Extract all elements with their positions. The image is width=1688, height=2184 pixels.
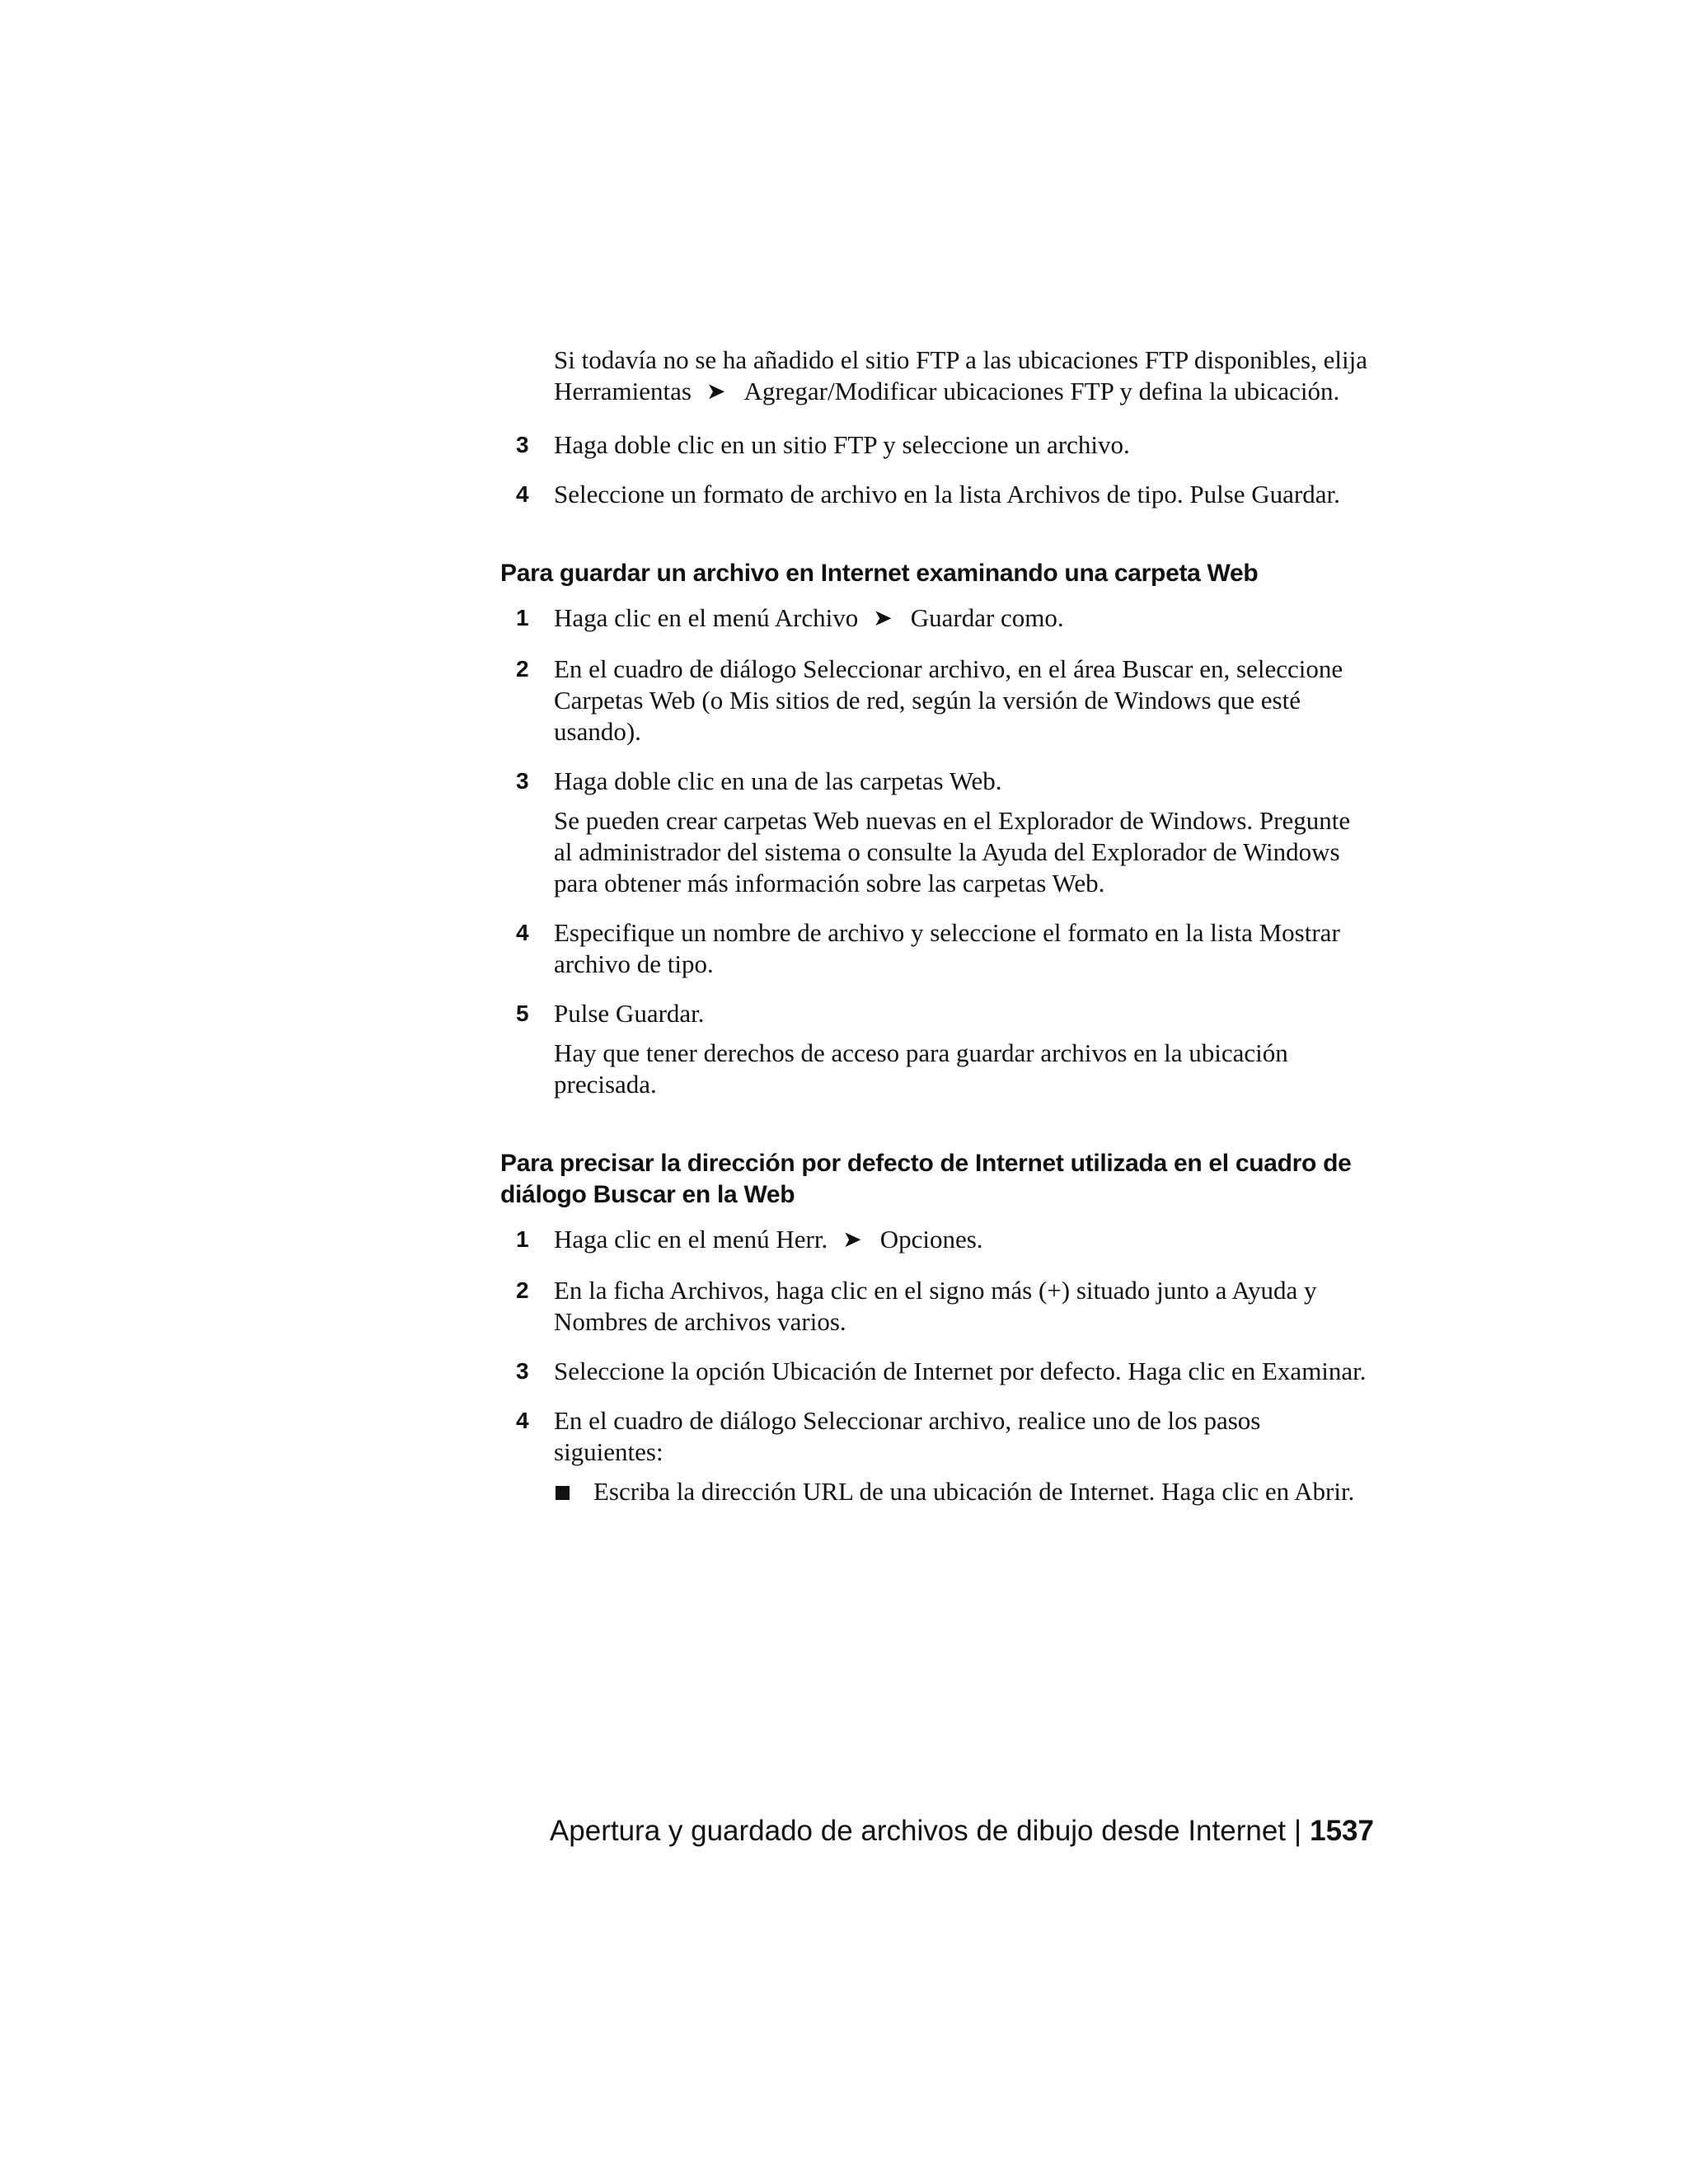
section2-step-1 [516, 1224, 1374, 1257]
section1-step-5 [516, 998, 1374, 1100]
square-bullet-icon [556, 1486, 570, 1500]
step-text-a: Haga clic en el menú Archivo [554, 603, 859, 632]
step-number: 1 [516, 1226, 529, 1252]
step-number: 4 [516, 1408, 529, 1433]
arrow-icon: ➤ [873, 606, 893, 631]
bullet-text: Escriba la dirección URL de una ubicación de Internet. Haga clic en Abrir. [593, 1477, 1355, 1506]
arrow-icon: ➤ [842, 1227, 862, 1253]
bullet-item [593, 1476, 1374, 1507]
step-number: 2 [516, 1277, 529, 1303]
step-note: Se pueden crear carpetas Web nuevas en el Explorador de Windows. Pregunte al administrador del sistema o consulte la Ayuda del Explorador de Windows para obtener más información sobre las carpetas Web. [554, 806, 1351, 898]
section1-step-4 [516, 917, 1374, 980]
step-number: 3 [516, 1358, 529, 1384]
step-text: En el cuadro de diálogo Seleccionar archivo, en el área Buscar en, seleccione Carpetas Web (o Mis sitios de red, según la versión de Windows que esté usando). [554, 654, 1343, 746]
step-text [554, 602, 1374, 635]
step-text-a: Haga clic en el menú Herr. [554, 1225, 828, 1254]
step-number: 2 [516, 656, 529, 682]
step-number: 4 [516, 481, 529, 507]
step-number: 5 [516, 1001, 529, 1026]
step-number: 4 [516, 920, 529, 945]
section1-step-1 [516, 602, 1374, 635]
intro-text-b: Agregar/Modificar ubicaciones FTP y defina la ubicación. [743, 377, 1340, 405]
step-text: Haga doble clic en un sitio FTP y seleccione un archivo. [554, 430, 1130, 459]
page-content [500, 344, 1374, 1526]
ftp-step-3 [516, 429, 1374, 461]
footer-separator: | [1294, 1815, 1302, 1847]
step-text-b: Guardar como. [910, 603, 1064, 632]
step-text: Seleccione la opción Ubicación de Internet por defecto. Haga clic en Examinar. [554, 1357, 1367, 1385]
step-text [554, 1224, 1374, 1257]
section2-step-3 [516, 1356, 1374, 1387]
section-heading-default-url: Para precisar la dirección por defecto de Internet utilizada en el cuadro de diálogo Buscar en la Web [500, 1150, 1352, 1208]
footer-title: Apertura y guardado de archivos de dibujo desde Internet [549, 1815, 1287, 1847]
step-number: 3 [516, 432, 529, 457]
intro-paragraph [554, 344, 1374, 409]
arrow-icon: ➤ [706, 379, 726, 405]
section2-step-4 [516, 1405, 1374, 1507]
section-heading-web-folder: Para guardar un archivo en Internet examinando una carpeta Web [500, 560, 1259, 587]
section2-step-2 [516, 1275, 1374, 1338]
page-number: 1537 [1310, 1815, 1374, 1847]
section1-step-3 [516, 766, 1374, 899]
step-text: Pulse Guardar. [554, 999, 705, 1028]
step-number: 1 [516, 605, 529, 630]
step-text: En el cuadro de diálogo Seleccionar archivo, realice uno de los pasos siguientes: [554, 1406, 1261, 1466]
step-note: Hay que tener derechos de acceso para guardar archivos en la ubicación precisada. [554, 1038, 1288, 1099]
step-text: En la ficha Archivos, haga clic en el signo más (+) situado junto a Ayuda y Nombres de archivos varios. [554, 1276, 1317, 1336]
ftp-step-4 [516, 479, 1374, 510]
intro-text-a: Si todavía no se ha añadido el sitio FTP a las ubicaciones FTP disponibles, elija Herramientas [554, 345, 1367, 405]
step-text: Haga doble clic en una de las carpetas Web. [554, 766, 1002, 795]
page-footer [550, 1813, 1374, 1849]
section1-step-2 [516, 654, 1374, 748]
step-text: Especifique un nombre de archivo y seleccione el formato en la lista Mostrar archivo de tipo. [554, 918, 1340, 978]
step-text-b: Opciones. [879, 1225, 983, 1254]
step-text: Seleccione un formato de archivo en la lista Archivos de tipo. Pulse Guardar. [554, 480, 1340, 509]
step-number: 3 [516, 768, 529, 794]
